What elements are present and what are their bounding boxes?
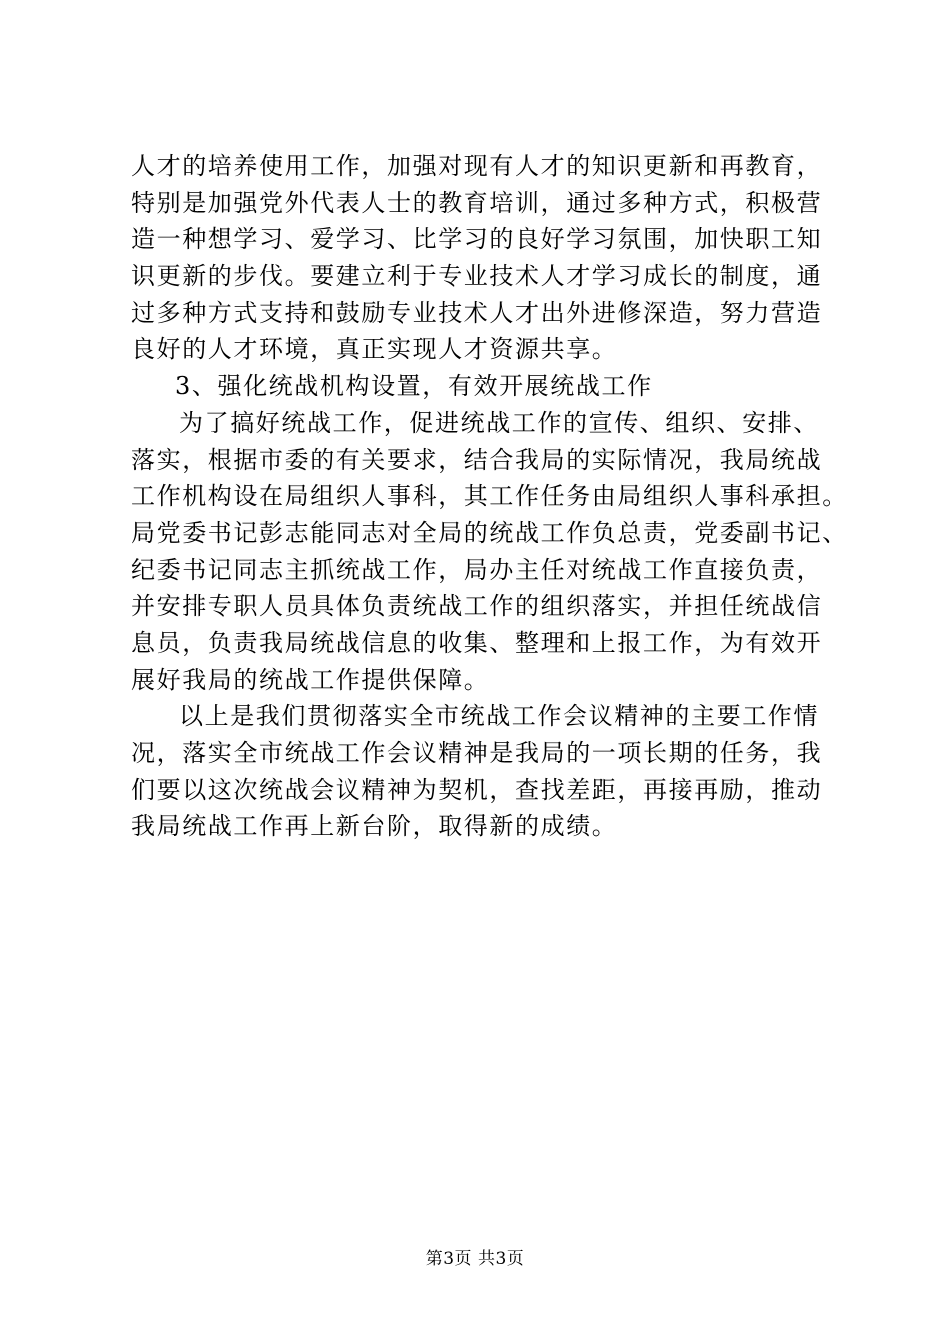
page-footer xyxy=(0,1244,950,1269)
text-line: 人才的培养使用工作，加强对现有人才的知识更新和再教育， xyxy=(131,152,823,180)
text-line: 过多种方式支持和鼓励专业技术人才出外进修深造，努力营造 xyxy=(131,298,823,327)
text-line: 良好的人才环境，真正实现人才资源共享。 xyxy=(131,335,618,364)
paragraph-first-line: 以上是我们贯彻落实全市统战工作会议精神的主要工作情 xyxy=(179,702,819,731)
text-line: 们要以这次统战会议精神为契机，查找差距，再接再励，推动 xyxy=(131,775,823,804)
text-line: 我局统战工作再上新台阶，取得新的成绩。 xyxy=(131,812,618,841)
text-line: 展好我局的统战工作提供保障。 xyxy=(131,665,490,694)
text-line: 落实，根据市委的有关要求，结合我局的实际情况，我局统战 xyxy=(131,445,823,474)
text-line: 识更新的步伐。要建立利于专业技术人才学习成长的制度，通 xyxy=(131,262,823,291)
section-heading: 3、强化统战机构设置，有效开展统战工作 xyxy=(175,372,653,401)
text-line: 并安排专职人员具体负责统战工作的组织落实，并担任统战信 xyxy=(131,592,823,621)
paragraph-first-line: 为了搞好统战工作，促进统战工作的宣传、组织、安排、 xyxy=(179,408,819,437)
text-line: 工作机构设在局组织人事科，其工作任务由局组织人事科承担。 xyxy=(131,482,848,511)
text-line: 况，落实全市统战工作会议精神是我局的一项长期的任务，我 xyxy=(131,739,823,767)
text-line: 特别是加强党外代表人士的教育培训，通过多种方式，积极营 xyxy=(131,188,823,217)
page-number-label: 第3页 共3页 xyxy=(425,1249,525,1269)
document-body xyxy=(131,148,848,845)
text-line: 局党委书记彭志能同志对全局的统战工作负总责，党委副书记、 xyxy=(131,518,848,547)
text-line: 息员，负责我局统战信息的收集、整理和上报工作，为有效开 xyxy=(131,628,823,657)
text-line: 纪委书记同志主抓统战工作，局办主任对统战工作直接负责， xyxy=(131,555,823,584)
text-line: 造一种想学习、爱学习、比学习的良好学习氛围，加快职工知 xyxy=(131,225,823,254)
